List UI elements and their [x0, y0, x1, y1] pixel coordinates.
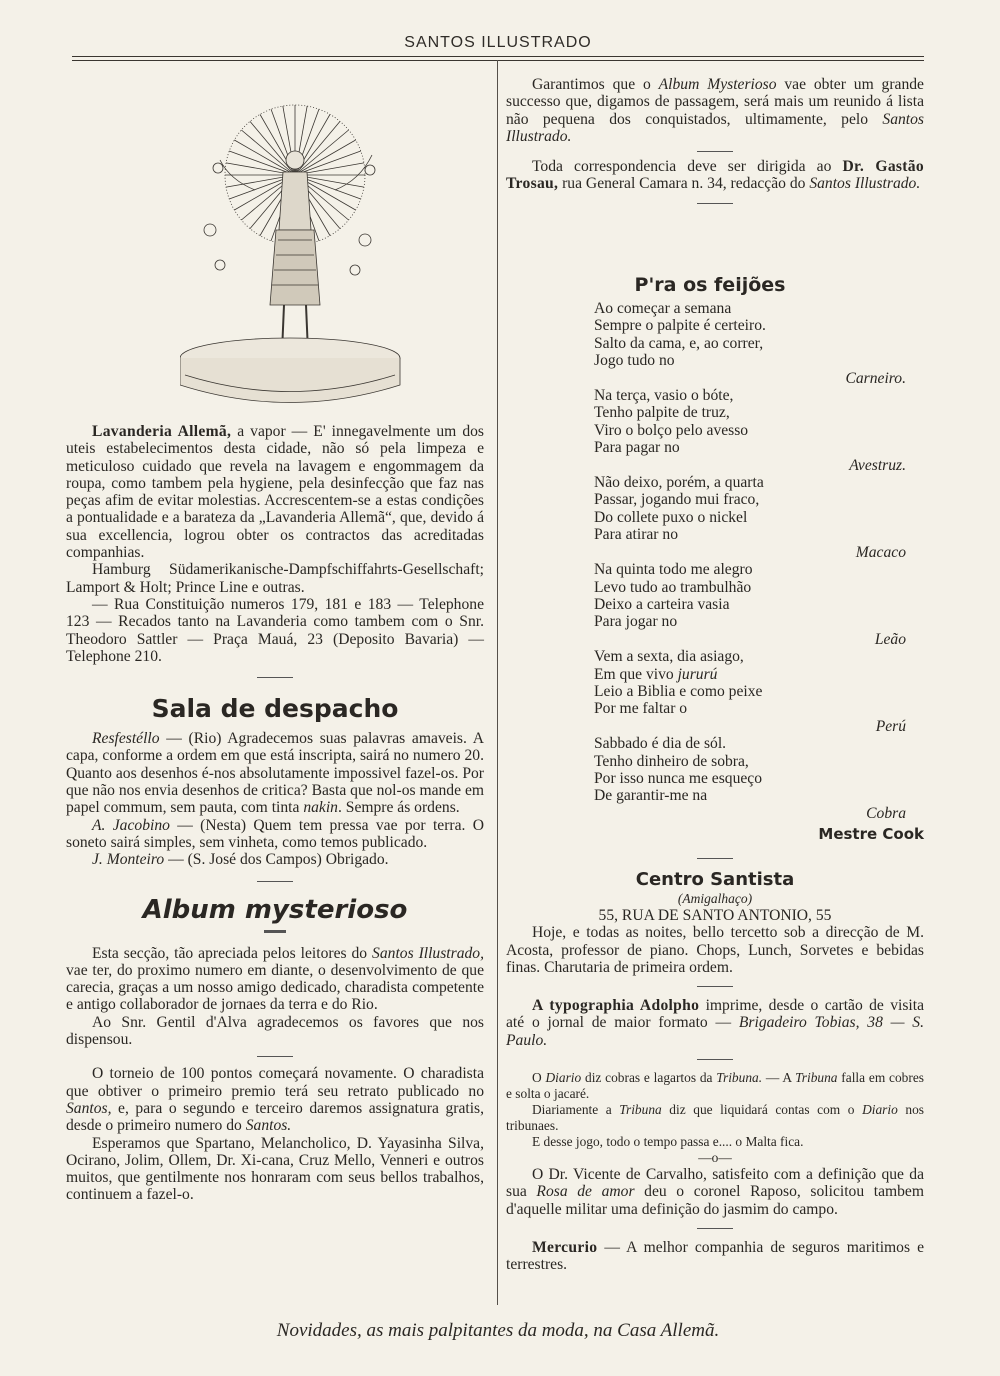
divider [257, 1056, 293, 1057]
right-column-bottom [506, 858, 924, 1274]
column-divider [497, 60, 498, 1305]
poem-line: Deixo a carteira vasia [594, 595, 730, 613]
poem-line: Na quinta todo me alegro [594, 561, 753, 579]
centro-text: Hoje, e todas as noites, bello tercetto sob a direcção de M. Acosta, professor de piano. Chops, Lunch, Sorvetes e bebidas finas. Charutaria de primeira ordem. [506, 924, 924, 976]
masthead: SANTOS ILLUSTRADO [404, 34, 592, 51]
album-paragraph-1: Esta secção, tão apreciada pelos leitores do Santos Illustrado, vae ter, do proximo numero em diante, o desenvolvimento de que carecia, graças a um nosso amigo dedicado, charadista competente e antigo collaborador de jornaes da terra e do Rio. [66, 944, 484, 1014]
diario-line-3: E desse jogo, todo o tempo passa e.... o Malta fica. [532, 1134, 804, 1150]
lavanderia-paragraph: Lavanderia Allemã, a vapor — E' innegavelmente um dos uteis estabelecimentos desta cidade, não só pela limpeza e meticuloso cuidado que revela na lavagem e engommagem da roupa, como tambem pela hygiene, pela desinfecção que faz nas peças afim de evitar molestias. Accrescentem-se a estas condições a pontualidade e a barateza da „Lavanderia Allemã“, que, devido á sua excellencia, logrou obter os contractos das acreditadas companhias. [66, 423, 484, 562]
diario-section [506, 1070, 924, 1166]
divider [257, 677, 293, 678]
sala-entry-1: Resfestéllo — (Rio) Agradecemos suas palavras amaveis. A capa, conforme a ordem em que está inscripta, sairá no numero 20. Quanto aos desenhos é-nos absolutamente impossivel fazel-os. Por que não nos envia desenhos de critica? Basta que nol-os mande em papel commum, sem pauta, com tinta nakin. Sempre ás ordens. [66, 730, 484, 817]
album-paragraph-3: O torneio de 100 pontos começará novamente. O charadista que obtiver o primeiro premio terá seu retrato publicado no Santos, e, para o segundo e terceiro daremos assignatura gratis, desde o primeiro numero do Santos. [66, 1065, 484, 1135]
poem-animal: Cobra [866, 804, 906, 822]
poem-stanza [594, 648, 924, 735]
poem-line: Por isso nunca me esqueço [594, 769, 763, 787]
poem-author: Mestre Cook [818, 825, 924, 844]
centro-address: 55, RUA DE SANTO ANTONIO, 55 [598, 907, 832, 924]
lavanderia-illustration [180, 90, 410, 420]
poem-animal: Perú [875, 717, 906, 735]
diario-separator: —o— [698, 1150, 732, 1166]
poem-line: Para jogar no [594, 613, 678, 631]
poem-animal: Macaco [855, 543, 906, 561]
poem-line: Na terça, vasio o bóte, [594, 387, 734, 405]
poem-line: Em que vivo jururú [594, 665, 718, 683]
typographia-paragraph: A typographia Adolpho imprime, desde o cartão de visita até o jornal de maior formato — Brigadeiro Tobias, 38 — S. Paulo. [506, 997, 924, 1049]
divider [697, 1228, 733, 1229]
poem-stanza [594, 474, 924, 561]
poem-stanza [594, 300, 924, 387]
poem-line: Tenho palpite de truz, [594, 404, 730, 422]
poem-line: Jogo tudo no [594, 352, 675, 370]
divider [697, 1059, 733, 1060]
poem-line: Passar, jogando mui fraco, [594, 491, 760, 509]
mercurio-paragraph: Mercurio — A melhor companhia de seguros maritimos e terrestres. [506, 1238, 924, 1274]
poem-line: Sabbado é dia de sól. [594, 735, 727, 753]
poem-line: Salto da cama, e, ao correr, [594, 334, 764, 352]
sala-entry-3: J. Monteiro — (S. José dos Campos) Obrigado. [92, 851, 389, 869]
sala-title: Sala de despacho [151, 694, 399, 724]
divider [264, 930, 286, 933]
divider [697, 151, 733, 152]
poem-italic-word: jururú [677, 665, 718, 683]
centro-title: Centro Santista [635, 869, 795, 890]
masthead-rule-top [72, 56, 924, 57]
poem-line: Do collete puxo o nickel [594, 508, 748, 526]
poem-line: Leio a Biblia e como peixe [594, 682, 763, 700]
poem [594, 300, 924, 844]
poem-line: Ao começar a semana [594, 300, 732, 317]
album-paragraph-5: Garantimos que o Album Mysterioso vae obter um grande successo que, digamos de passagem, será mais um reunido á lista não pequena dos conquistados, ultimamente, pelo Santos Illustrado. [506, 76, 924, 145]
divider [257, 881, 293, 882]
poem-animal: Avestruz. [849, 456, 906, 474]
divider [697, 203, 733, 204]
lavanderia-name: Lavanderia Allemã, [92, 423, 232, 440]
masthead-rule-bottom [72, 60, 924, 61]
poem-line: Viro o bolço pelo avesso [594, 421, 749, 439]
left-column [66, 423, 484, 1204]
lavanderia-companies: Hamburg Südamerikanische-Dampfschiffahrts-Gesellschaft; Lamport & Holt; Prince Line e outras. [66, 561, 484, 596]
poem-line: Tenho dinheiro de sobra, [594, 752, 749, 770]
divider [697, 986, 733, 987]
sala-entry-2: A. Jacobino — (Nesta) Quem tem pressa vae por terra. O soneto sairá simples, sem vinheta, como temos publicado. [66, 816, 484, 851]
centro-subtitle: (Amigalhaço) [677, 891, 753, 906]
poem-line: Não deixo, porém, a quarta [594, 474, 764, 492]
poem-line: Por me faltar o [594, 700, 688, 718]
poem-title: P'ra os feijões [634, 274, 786, 296]
footer-advert: Novidades, as mais palpitantes da moda, na Casa Allemã. [276, 1320, 720, 1341]
poem-animal: Leão [874, 630, 906, 648]
poem-line: Para pagar no [594, 439, 680, 457]
divider [697, 858, 733, 859]
album-paragraph-4: Esperamos que Spartano, Melancholico, D. Yayasinha Silva, Ocirano, Jolim, Ollem, Dr. Xi-cana, Cruz Mello, Venneri e outros muitos, que gentilmente nos honraram com seus bellos trabalhos, continuem a fazel-o. [66, 1134, 484, 1204]
poem-animal: Carneiro. [845, 369, 906, 387]
poem-line: Vem a sexta, dia asiago, [594, 648, 744, 666]
diario-line-1: O Diario diz cobras e lagartos da Tribuna. — A Tribuna falla em cobres e solta o jacaré. [506, 1070, 924, 1102]
lavanderia-address: — Rua Constituição numeros 179, 181 e 183 — Telephone 123 — Recados tanto na Lavanderia como tambem com o Snr. Theodoro Sattler — Praça Mauá, 23 (Deposito Bavaria) — Telephone 210. [66, 595, 484, 665]
poem-stanza [594, 735, 924, 822]
diario-line-2: Diariamente a Tribuna diz que liquidará contas com o Diario nos tribunaes. [506, 1102, 924, 1134]
poem-line: De garantir-me na [594, 787, 708, 805]
right-column-top [506, 76, 924, 204]
correspondence-paragraph: Toda correspondencia deve ser dirigida ao Dr. Gastão Trosau, rua General Camara n. 34, redacção do Santos Illustrado. [506, 158, 924, 193]
carvalho-paragraph: O Dr. Vicente de Carvalho, satisfeito com a definição que da sua Rosa de amor deu o coronel Raposo, solicitou tambem d'aquelle militar uma definição do jasmim do campo. [506, 1166, 924, 1218]
album-title: Album mysterioso [142, 894, 408, 925]
poem-line: Sempre o palpite é certeiro. [594, 317, 766, 335]
poem-stanza [594, 387, 924, 474]
poem-line: Para atirar no [594, 526, 678, 544]
poem-line: Levo tudo ao trambulhão [594, 578, 752, 596]
album-paragraph-2: Ao Snr. Gentil d'Alva agradecemos os favores que nos dispensou. [66, 1013, 484, 1049]
poem-stanza [594, 561, 924, 648]
